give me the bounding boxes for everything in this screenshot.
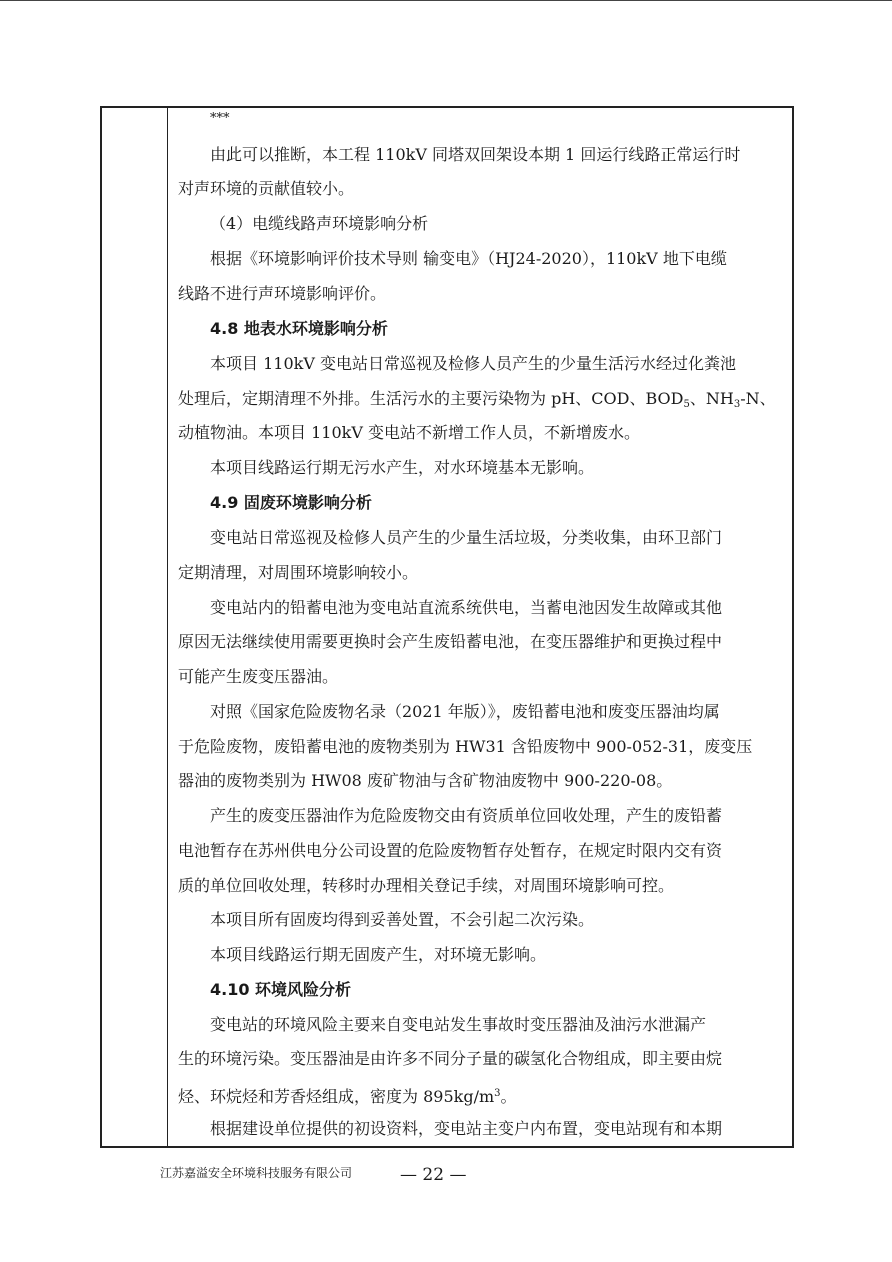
- paragraph-line: 产生的废变压器油作为危险废物交由有资质单位回收处理，产生的废铅蓄: [210, 806, 723, 825]
- paragraph-line: 根据《环境影响评价技术导则 输变电》（HJ24-2020），110kV 地下电缆: [210, 249, 727, 268]
- omission-stars: ***: [210, 111, 230, 126]
- paragraph-line: 电池暂存在苏州供电分公司设置的危险废物暂存处暂存，在规定时限内交有资: [178, 841, 723, 860]
- paragraph-line: 原因无法继续使用需要更换时会产生废铅蓄电池，在变压器维护和更换过程中: [178, 632, 723, 651]
- text-run: -N、: [740, 389, 776, 408]
- table-left-column: [102, 108, 168, 1146]
- paragraph-line: 于危险废物，废铅蓄电池的废物类别为 HW31 含铅废物中 900-052-31，废变压: [178, 737, 753, 756]
- paragraph-line: 生的环境污染。变压器油是由许多不同分子量的碳氢化合物组成，即主要由烷: [178, 1049, 723, 1068]
- paragraph-line: 本项目 110kV 变电站日常巡视及检修人员产生的少量生活污水经过化粪池: [210, 354, 736, 373]
- paragraph-line: 对照《国家危险废物名录（2021 年版）》，废铅蓄电池和废变压器油均属: [210, 702, 720, 721]
- paragraph-line: 变电站的环境风险主要来自变电站发生事故时变压器油及油污水泄漏产: [210, 1015, 707, 1034]
- subscript: 3: [733, 399, 741, 410]
- paragraph-line: 动植物油。本项目 110kV 变电站不新增工作人员，不新增废水。: [178, 423, 640, 442]
- page-top-border: [0, 0, 892, 1]
- section-heading-4-8: 4.8 地表水环境影响分析: [210, 319, 388, 338]
- text-run: 烃、环烷烃和芳香烃组成，密度为 895kg/m: [178, 1087, 495, 1106]
- text-run: 。: [500, 1087, 517, 1106]
- paragraph-line: 本项目所有固废均得到妥善处置，不会引起二次污染。: [210, 910, 595, 929]
- subscript: 5: [683, 399, 690, 410]
- section-heading-4-9: 4.9 固废环境影响分析: [210, 493, 372, 512]
- superscript: 3: [494, 1088, 501, 1099]
- paragraph-line: 根据建设单位提供的初设资料，变电站主变户内布置，变电站现有和本期: [210, 1119, 723, 1138]
- paragraph-line: 线路不进行声环境影响评价。: [178, 284, 387, 303]
- section-heading-4-10: 4.10 环境风险分析: [210, 980, 352, 999]
- page-number: — 22 —: [400, 1165, 467, 1185]
- footer-company-name: 江苏嘉溢安全环境科技服务有限公司: [160, 1166, 353, 1180]
- paragraph-line: 由此可以推断，本工程 110kV 同塔双回架设本期 1 回运行线路正常运行时: [210, 145, 741, 164]
- paragraph-line: [178, 388, 776, 416]
- paragraph-line: 本项目线路运行期无固废产生，对环境无影响。: [210, 945, 547, 964]
- subsection-heading: （4）电缆线路声环境影响分析: [210, 214, 429, 233]
- text-run: 处理后，定期清理不外排。生活污水的主要污染物为 pH、COD、BOD: [178, 389, 684, 408]
- paragraph-line: [178, 1083, 517, 1108]
- paragraph-line: 本项目线路运行期无污水产生，对水环境基本无影响。: [210, 458, 595, 477]
- paragraph-line: 质的单位回收处理，转移时办理相关登记手续，对周围环境影响可控。: [178, 876, 675, 895]
- paragraph-line: 可能产生废变压器油。: [178, 667, 339, 686]
- paragraph-line: 变电站内的铅蓄电池为变电站直流系统供电，当蓄电池因发生故障或其他: [210, 598, 723, 617]
- paragraph-line: 对声环境的贡献值较小。: [178, 179, 355, 198]
- report-table: [100, 106, 794, 1148]
- paragraph-line: 变电站日常巡视及检修人员产生的少量生活垃圾，分类收集，由环卫部门: [210, 528, 723, 547]
- text-run: 、NH: [689, 389, 734, 408]
- paragraph-line: 器油的废物类别为 HW08 废矿物油与含矿物油废物中 900-220-08。: [178, 771, 673, 790]
- paragraph-line: 定期清理，对周围环境影响较小。: [178, 563, 419, 582]
- table-content-cell: [168, 108, 792, 1146]
